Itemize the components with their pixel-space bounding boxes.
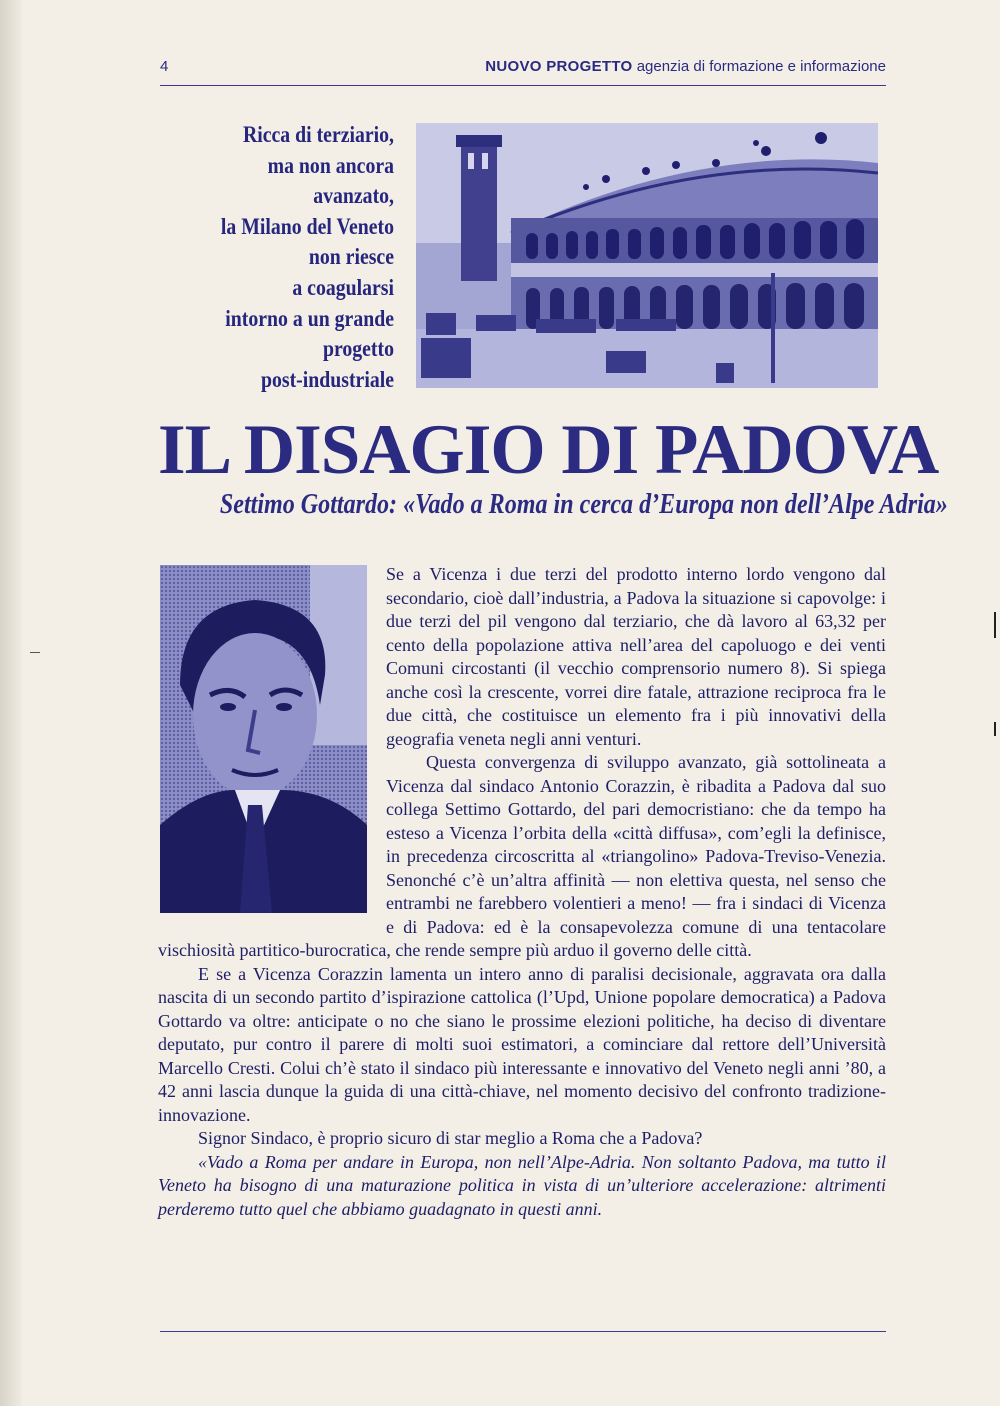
margin-mark [994, 612, 996, 638]
padova-square-photo [416, 123, 878, 388]
deck-line: progetto [322, 336, 394, 362]
deck-line: non riesce [308, 244, 394, 270]
article-quote: «Vado a Roma per andare in Europa, non nell’Alpe-Adria. Non soltanto Padova, ma tutto il Veneto ha bisogno di una maturazione politica in vista di un’ulteriore accelerazione: altrimenti perderemo tutto quel che abbiamo guadagnato in questi anni. [158, 1151, 886, 1219]
publication-name [485, 58, 886, 75]
publication-tagline: agenzia di formazione e informazione [636, 58, 886, 75]
article-title: IL DISAGIO DI PADOVA [158, 411, 939, 489]
deck-line: a coagularsi [292, 274, 394, 300]
footer-rule [160, 1331, 886, 1332]
article-body [158, 563, 886, 1221]
deck-line: ma non ancora [267, 152, 394, 178]
margin-tick [30, 652, 40, 653]
running-header [160, 52, 886, 84]
margin-mark [994, 722, 996, 736]
deck-line: la Milano del Veneto [220, 213, 394, 239]
article-subtitle: Settimo Gottardo: «Vado a Roma in cerca d’Europa non dell’Alpe Adria» [219, 488, 948, 520]
padova-square-illustration [416, 123, 878, 388]
deck-line: Ricca di terziario, [242, 122, 394, 147]
portrait-wrap-space [158, 563, 386, 938]
deck-line: intorno a un grande [225, 305, 394, 331]
article-paragraph: Signor Sindaco, è proprio sicuro di star meglio a Roma che a Padova? [198, 1128, 703, 1148]
article-deck [184, 120, 394, 395]
article-paragraph: E se a Vicenza Corazzin lamenta un intero anno di paralisi decisionale, aggravata ora dalla nascita di un secondo partito d’ispirazione cattolica (l’Upd, Unione popolare democratica) a Padova Gottardo va oltre: anticipate o no che siano le prossime elezioni politiche, ha deciso di diventare deputato, pur contro il parere di molti suoi estimatori, a cominciare dal rettore dell’Università Marcello Cresti. Colui ch’è stato il sindaco più interessante e innovativo del Veneto negli anni ’80, a 42 anni lascia dunque la guida di una città-chiave, nel momento decisivo del confronto tradizione-innovazione. [158, 963, 886, 1125]
article-paragraph: Se a Vicenza i due terzi del prodotto interno lordo vengono dal secondario, cioè dall’industria, a Padova la situazione si capovolge: i due terzi del pil vengono dal terziario, che dà lavoro al 63,32 per cento della popolazione attiva nell’area del capoluogo e dei venti Comuni circostanti (il vecchio comprensorio numero 8). Si spiega anche così la crescente, vorrei dire fatale, attrazione reciproca fra le due città, che costituisce un elemento fra i più innovativi della geografia veneta negli anni venturi. [386, 564, 886, 749]
deck-line: avanzato, [313, 183, 394, 209]
page-edge [0, 0, 22, 1406]
deck-line: post-industriale [261, 366, 394, 392]
header-rule [160, 85, 886, 86]
page-number: 4 [160, 58, 169, 75]
article-paragraph: Questa convergenza di sviluppo avanzato, già sottolineata a Vicenza dal sindaco Antonio Corazzin, è ribadita a Padova dal suo collega Settimo Gottardo, del pari democristiano: che da tempo ha esteso a Vicenza l’orbita della «città diffusa», com’egli la definisce, in precedenza circoscritta al «triangolino» Padova-Treviso-Venezia. Senonché c’è un’altra affinità — non elettiva questa, nel senso che entrambi ne farebbero volentieri a meno! — fra i sindaci di Vicenza e di Padova: ed è la consapevolezza comune di una tentacolare vischiosità partitico-burocratica, che rende sempre più arduo il governo delle città. [158, 752, 886, 960]
publication-title: NUOVO PROGETTO [485, 58, 633, 75]
